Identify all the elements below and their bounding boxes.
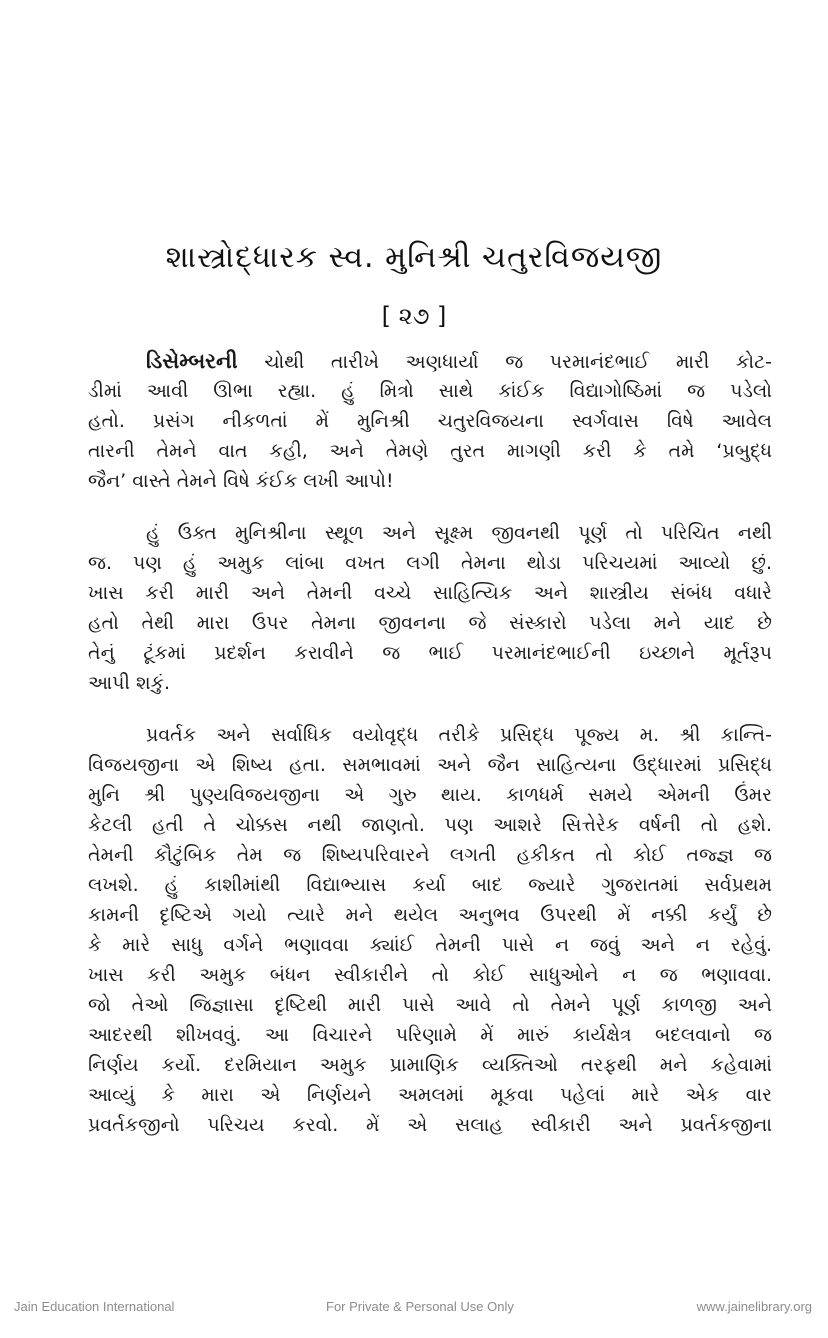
- text-line: તેમની કૌટુંબિક તેમ જ શિષ્યપરિવારને લગતી હકીકત તો કોઈ તજ્જ્ઞ જ: [88, 844, 772, 866]
- text-line: ડિસેમ્બરની ચોથી તારીખે અણધાર્યા જ પરમાનંદભાઈ મારી કોટ-: [146, 349, 772, 373]
- footer-publisher: Jain Education International: [14, 1299, 175, 1314]
- text-line: ડીમાં આવી ઊભા રહ્યા. હું મિત્રો સાથે કાંઈક વિદ્યાગોષ્ઠિમાં જ પડેલો: [88, 380, 772, 402]
- page-footer: [0, 1296, 828, 1320]
- text-line: મુનિ શ્રી પુણ્યવિજયજીના એ ગુરુ થાય. કાળધર્મ સમયે એમની ઉંમર: [88, 784, 772, 806]
- text-line: કામની દૃષ્ટિએ ગયો ત્યારે મને થયેલ અનુભવ ઉપરથી મેં નક્કી કર્યું છે: [88, 904, 772, 926]
- text-line: જ. પણ હું અમુક લાંબા વખત લગી તેમના થોડા પરિચયમાં આવ્યો છું.: [88, 552, 772, 574]
- text-line: કેટલી હતી તે ચોક્કસ નથી જાણતો. પણ આશરે સિત્તેરેક વર્ષની તો હશે.: [88, 814, 772, 836]
- text-line: નિર્ણય કર્યો. દરમિયાન અમુક પ્રામાણિક વ્યક્તિઓ તરફથી મને કહેવામાં: [88, 1054, 772, 1076]
- text-line: પ્રવર્તકજીનો પરિચય કરવો. મેં એ સલાહ સ્વીકારી અને પ્રવર્તકજીના: [88, 1114, 772, 1136]
- footer-usage-note: For Private & Personal Use Only: [326, 1299, 514, 1314]
- footer-website-link[interactable]: www.jainelibrary.org: [696, 1299, 812, 1314]
- paragraph-gap: [88, 496, 772, 518]
- text-line: પ્રવર્તક અને સર્વાધિક વયોવૃદ્ધ તરીકે પ્રસિદ્ધ પૂજ્ય મ. શ્રી કાન્તિ-: [146, 724, 772, 746]
- text-line: તેનું ટૂંકમાં પ્રદર્શન કરાવીને જ ભાઈ પરમાનંદભાઈની ઇચ્છાને મૂર્તરૂપ: [88, 642, 772, 664]
- text-line: વિજયજીના એ શિષ્ય હતા. સમભાવમાં અને જૈન સાહિત્યના ઉદ્ધારમાં પ્રસિદ્ધ: [88, 754, 772, 776]
- text-line: જૈન’ વાસ્તે તેમને વિષે કંઈક લખી આપો!: [88, 470, 394, 492]
- lead-word: ડિસેમ્બરની: [146, 349, 238, 373]
- text-line: જો તેઓ જિજ્ઞાસા દૃષ્ટિથી મારી પાસે આવે તો તેમને પૂર્ણ કાળજી અને: [88, 994, 772, 1016]
- text-line: લખશે. હું કાશીમાંથી વિદ્યાભ્યાસ કર્યા બાદ જ્યારે ગુજરાતમાં સર્વપ્રથમ: [88, 874, 772, 896]
- text-line: આવ્યું કે મારા એ નિર્ણયને અમલમાં મૂકવા પહેલાં મારે એક વાર: [88, 1084, 772, 1106]
- chapter-title: શાસ્ત્રોદ્ધારક સ્વ. મુનિશ્રી ચતુરવિજયજી: [165, 240, 663, 275]
- text-line: ખાસ કરી અમુક બંધન સ્વીકારીને તો કોઈ સાધુઓને ન જ ભણાવવા.: [88, 964, 772, 986]
- chapter-number: [ ૨૭ ]: [381, 302, 447, 330]
- body-text: [88, 346, 772, 1140]
- text-line: આપી શકું.: [88, 672, 171, 694]
- text-line: હતો તેથી મારા ઉપર તેમના જીવનના જે સંસ્કારો પડેલા મને યાદ છે: [88, 612, 772, 634]
- text-line: આદરથી શીખવવું. આ વિચારને પરિણામે મેં મારું કાર્યક્ષેત્ર બદલવાનો જ: [88, 1024, 772, 1046]
- text-line: હું ઉક્ત મુનિશ્રીના સ્થૂળ અને સૂક્ષ્મ જીવનથી પૂર્ણ તો પરિચિત નથી: [146, 522, 772, 544]
- text-line: તારની તેમને વાત કહી, અને તેમણે તુરત માગણી કરી કે તમે ‘પ્રબુદ્ધ: [88, 440, 772, 462]
- paragraph-gap: [88, 698, 772, 720]
- text-line: ખાસ કરી મારી અને તેમની વચ્ચે સાહિત્યિક અને શાસ્ત્રીય સંબંધ વધારે: [88, 582, 772, 604]
- text-line: કે મારે સાધુ વર્ગને ભણાવવા ક્યાંઈ તેમની પાસે ન જવું અને ન રહેવું.: [88, 934, 772, 956]
- text-line: હતો. પ્રસંગ નીકળતાં મેં મુનિશ્રી ચતુરવિજયના સ્વર્ગવાસ વિષે આવેલ: [88, 410, 772, 432]
